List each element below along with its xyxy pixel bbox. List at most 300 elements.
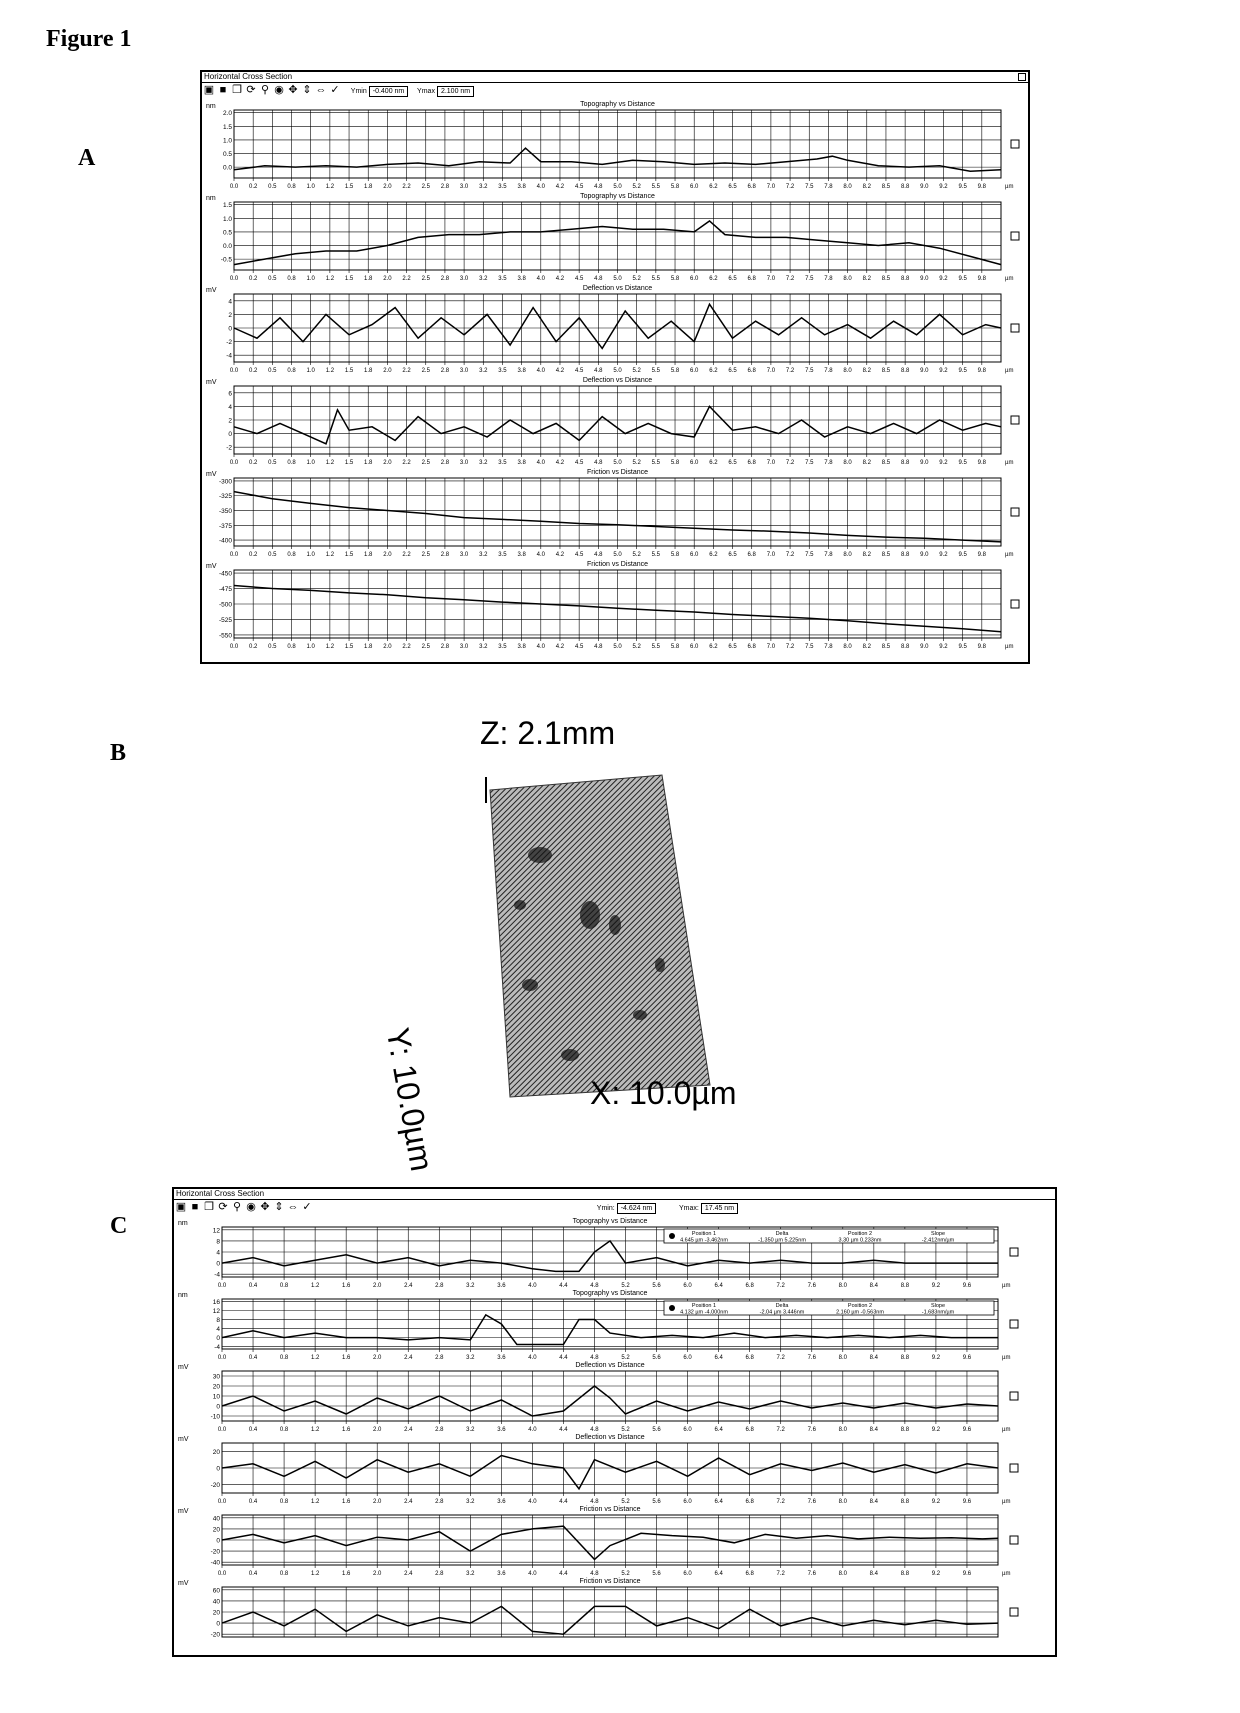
x-tick-label: 9.2 [939, 276, 948, 282]
z-axis-label: Z: 2.1mm [480, 715, 616, 751]
x-tick-label: 2.5 [421, 460, 430, 466]
y-tick-label: 40 [212, 1598, 220, 1606]
x-tick-label: 5.2 [621, 1283, 630, 1289]
y-tick-label: 1.0 [222, 137, 232, 145]
x-tick-label: 6.2 [709, 644, 718, 650]
x-tick-label: 4.8 [590, 1355, 599, 1361]
x-tick-label: 6.2 [709, 184, 718, 190]
x-tick-label: 6.4 [714, 1499, 723, 1505]
y-unit-label: nm [178, 1220, 188, 1227]
x-tick-label: 9.5 [958, 368, 967, 374]
readout-value: -1.683nm/µm [921, 1309, 955, 1316]
x-tick-label: 1.8 [364, 368, 373, 374]
x-tick-label: 7.5 [805, 276, 814, 282]
x-tick-label: 5.0 [613, 552, 622, 558]
x-tick-label: 8.8 [900, 644, 910, 650]
x-tick-label: 8.8 [900, 1355, 910, 1361]
x-tick-label: 5.2 [621, 1499, 630, 1505]
series-toggle-box [1010, 1464, 1018, 1472]
x-tick-label: 9.8 [977, 644, 986, 650]
x-tick-label: 4.8 [590, 1427, 599, 1433]
x-tick-label: 5.8 [670, 644, 680, 650]
x-tick-label: 8.0 [843, 276, 852, 282]
x-tick-label: 0.5 [268, 552, 277, 558]
x-tick-label: 1.2 [310, 1355, 320, 1361]
x-tick-label: 3.0 [459, 552, 469, 558]
ymin-input[interactable]: -4.624 nm [617, 1203, 657, 1214]
x-tick-label: 8.8 [900, 1571, 910, 1577]
y-tick-label: -4 [214, 1271, 220, 1279]
x-tick-label: 6.0 [690, 276, 699, 282]
ymin-input[interactable]: -0.400 nm [369, 86, 409, 97]
y-tick-label: 10 [212, 1393, 220, 1401]
x-tick-label: 7.2 [776, 1283, 785, 1289]
vertical-cursor-icon[interactable]: ⇕ [274, 1201, 284, 1213]
x-tick-label: 2.0 [373, 1283, 382, 1289]
series-toggle-box [1010, 1248, 1018, 1256]
x-tick-label: 2.2 [402, 368, 411, 374]
x-tick-label: 1.2 [310, 1283, 320, 1289]
open-icon[interactable]: ▣ [175, 1201, 187, 1213]
y-tick-label: -475 [218, 586, 232, 594]
y-tick-label: -10 [210, 1413, 220, 1421]
x-tick-label: 2.0 [383, 644, 392, 650]
x-unit-label: µm [1005, 460, 1014, 466]
panel-a-window [200, 70, 1030, 664]
x-tick-label: 0.8 [279, 1427, 289, 1433]
series-toggle-box [1011, 416, 1019, 424]
x-tick-label: 4.8 [590, 1499, 599, 1505]
x-tick-label: 0.0 [217, 1499, 227, 1505]
x-tick-label: 2.0 [383, 276, 392, 282]
y-tick-label: 0.5 [222, 151, 232, 159]
x-tick-label: 8.0 [843, 552, 852, 558]
y-tick-label: 4 [216, 1326, 220, 1334]
x-tick-label: 1.0 [306, 460, 315, 466]
x-tick-label: 5.5 [651, 276, 661, 282]
x-tick-label: 9.0 [920, 184, 929, 190]
x-tick-label: 3.0 [459, 276, 469, 282]
ymin-label: Ymin [350, 88, 367, 95]
x-tick-label: 1.5 [344, 460, 354, 466]
x-tick-label: 3.2 [466, 1571, 475, 1577]
panel-a-toolbar [202, 83, 1028, 97]
y-tick-label: 20 [212, 1526, 220, 1534]
x-tick-label: 2.5 [421, 276, 430, 282]
x-tick-label: 3.6 [497, 1283, 506, 1289]
x-tick-label: 1.5 [344, 276, 354, 282]
x-tick-label: 6.8 [745, 1571, 754, 1577]
y-tick-label: 0 [216, 1403, 220, 1411]
x-tick-label: 8.0 [843, 368, 852, 374]
readout-value: 3.30 µm 0.233nm [838, 1237, 882, 1244]
x-tick-label: 1.2 [310, 1499, 320, 1505]
x-tick-label: 7.2 [776, 1571, 785, 1577]
x-tick-label: 0.0 [229, 276, 239, 282]
x-tick-label: 3.2 [479, 276, 488, 282]
x-tick-label: 2.8 [440, 368, 450, 374]
horizontal-cursor-icon[interactable]: ⇔ [287, 1201, 299, 1213]
readout-header: Position 2 [847, 1303, 873, 1309]
x-tick-label: 9.6 [962, 1571, 972, 1577]
x-tick-label: 5.6 [652, 1355, 661, 1361]
readout-value: 2.160 µm -0.563nm [836, 1309, 884, 1316]
x-tick-label: 4.8 [590, 1571, 599, 1577]
x-tick-label: 2.0 [383, 552, 392, 558]
x-tick-label: 6.5 [728, 644, 737, 650]
x-tick-label: 7.2 [785, 368, 795, 374]
x-tick-label: 9.2 [939, 552, 948, 558]
y-tick-label: -20 [210, 1631, 220, 1639]
readout-header: Position 2 [847, 1231, 873, 1237]
y-tick-label: 16 [212, 1298, 220, 1306]
x-tick-label: 9.0 [920, 368, 929, 374]
y-tick-label: -375 [218, 522, 232, 530]
y-tick-label: -2 [226, 444, 232, 452]
chart-4 [206, 377, 1019, 466]
x-tick-label: 6.5 [728, 184, 737, 190]
x-tick-label: 2.2 [402, 552, 411, 558]
y-tick-label: 4 [228, 403, 232, 411]
vertical-cursor-icon[interactable]: ⇕ [302, 84, 312, 96]
y-tick-label: 8 [216, 1238, 220, 1246]
x-tick-label: 8.5 [881, 644, 891, 650]
x-tick-label: 6.8 [747, 552, 756, 558]
x-tick-label: 0.4 [248, 1427, 258, 1433]
series-toggle-box [1010, 1536, 1018, 1544]
x-tick-label: 1.8 [364, 460, 373, 466]
x-tick-label: 3.5 [498, 460, 507, 466]
x-tick-label: 6.5 [728, 276, 737, 282]
x-tick-label: 0.0 [229, 460, 239, 466]
x-tick-label: 4.2 [555, 276, 565, 282]
x-tick-label: 7.8 [824, 552, 833, 558]
x-tick-label: 7.8 [824, 184, 833, 190]
ymax-input[interactable]: 2.100 nm [437, 86, 474, 97]
panel-c-window [172, 1187, 1057, 1657]
x-tick-label: 2.4 [404, 1499, 413, 1505]
x-tick-label: 0.8 [287, 184, 296, 190]
save-icon[interactable]: ■ [191, 1201, 199, 1213]
chart-title: Topography vs Distance [580, 101, 655, 108]
panel-b-surface-view [379, 715, 740, 1174]
x-tick-label: 4.4 [559, 1499, 568, 1505]
series-toggle-box [1011, 232, 1019, 240]
horizontal-cursor-icon[interactable]: ⇔ [315, 84, 327, 96]
x-tick-label: 8.5 [881, 184, 891, 190]
x-tick-label: 4.5 [574, 460, 584, 466]
open-icon[interactable]: ▣ [203, 84, 215, 96]
x-tick-label: 3.2 [466, 1427, 475, 1433]
close-icon[interactable] [1018, 73, 1026, 81]
x-tick-label: 9.5 [958, 552, 967, 558]
y-tick-label: 12 [212, 1307, 220, 1315]
x-tick-label: 7.6 [807, 1355, 816, 1361]
x-tick-label: 1.5 [344, 552, 354, 558]
zoom-icon[interactable]: ⚲ [260, 84, 270, 96]
chart-2 [206, 193, 1019, 282]
x-tick-label: 4.2 [555, 460, 565, 466]
y-tick-label: 1.5 [222, 123, 232, 131]
x-tick-label: 7.2 [776, 1427, 785, 1433]
ymax-label: Ymax [417, 88, 435, 95]
x-tick-label: 8.8 [900, 276, 910, 282]
chart-title: Topography vs Distance [580, 193, 655, 200]
surface-polygon [490, 775, 710, 1097]
y-tick-label: -350 [218, 508, 232, 516]
x-tick-label: 6.8 [747, 276, 756, 282]
x-tick-label: 3.2 [479, 460, 488, 466]
y-tick-label: 4 [228, 298, 232, 306]
y-tick-label: 0 [216, 1537, 220, 1545]
series-toggle-box [1011, 324, 1019, 332]
x-tick-label: 3.2 [466, 1283, 475, 1289]
x-tick-label: 9.0 [920, 644, 929, 650]
x-tick-label: 2.0 [373, 1427, 382, 1433]
x-tick-label: 7.2 [785, 276, 795, 282]
x-tick-label: 0.5 [268, 644, 277, 650]
y-tick-label: 0 [228, 431, 232, 439]
x-tick-label: 3.6 [497, 1499, 506, 1505]
x-unit-label: µm [1002, 1427, 1011, 1433]
x-tick-label: 2.4 [404, 1355, 413, 1361]
series-toggle-box [1011, 140, 1019, 148]
x-tick-label: 2.8 [435, 1499, 444, 1505]
x-tick-label: 5.6 [652, 1283, 661, 1289]
x-tick-label: 7.8 [824, 368, 833, 374]
move-icon[interactable]: ✥ [260, 1201, 270, 1213]
y-unit-label: mV [206, 471, 217, 478]
x-tick-label: 9.8 [977, 552, 986, 558]
x-tick-label: 4.4 [559, 1571, 568, 1577]
x-tick-label: 5.6 [652, 1427, 661, 1433]
x-tick-label: 1.6 [341, 1427, 351, 1433]
panel-c-window-title: Horizontal Cross Section [174, 1189, 1055, 1200]
x-unit-label: µm [1005, 184, 1014, 190]
rotate-icon[interactable]: ⟳ [218, 1201, 228, 1213]
x-tick-label: 3.8 [517, 552, 526, 558]
x-tick-label: 9.0 [920, 460, 929, 466]
y-tick-label: 60 [212, 1587, 220, 1595]
copy-icon[interactable]: ❐ [204, 1201, 214, 1213]
x-unit-label: µm [1002, 1283, 1011, 1289]
x-tick-label: 2.0 [373, 1355, 382, 1361]
x-tick-label: 8.4 [869, 1571, 879, 1577]
x-tick-label: 8.2 [862, 460, 871, 466]
series-toggle-box [1010, 1320, 1018, 1328]
x-tick-label: 0.8 [279, 1355, 289, 1361]
y-unit-label: nm [206, 103, 216, 110]
x-tick-label: 9.6 [962, 1499, 972, 1505]
x-tick-label: 1.2 [310, 1427, 320, 1433]
x-tick-label: 5.5 [651, 552, 661, 558]
x-tick-label: 1.5 [344, 184, 354, 190]
readout-header: Delta [775, 1303, 789, 1309]
x-tick-label: 9.5 [958, 460, 967, 466]
x-tick-label: 1.0 [306, 368, 315, 374]
y-tick-label: 0 [216, 1335, 220, 1343]
x-tick-label: 0.2 [249, 276, 258, 282]
x-tick-label: 4.0 [536, 276, 545, 282]
x-tick-label: 4.8 [590, 1283, 599, 1289]
x-tick-label: 0.8 [287, 460, 296, 466]
x-unit-label: µm [1005, 552, 1014, 558]
y-tick-label: 6 [228, 390, 232, 398]
x-tick-label: 6.0 [690, 368, 699, 374]
readout-header: Slope [930, 1231, 946, 1237]
x-tick-label: 7.2 [785, 184, 795, 190]
fit-icon[interactable]: ◉ [274, 84, 284, 96]
x-tick-label: 6.8 [745, 1355, 754, 1361]
x-tick-label: 8.2 [862, 368, 871, 374]
copy-icon[interactable]: ❐ [232, 84, 242, 96]
x-tick-label: 8.0 [843, 644, 852, 650]
save-icon[interactable]: ■ [219, 84, 227, 96]
x-tick-label: 4.8 [594, 184, 603, 190]
y-tick-label: 0.0 [222, 164, 232, 172]
y-tick-label: 1.5 [222, 202, 232, 210]
chart-5 [206, 469, 1019, 558]
y-tick-label: -525 [218, 616, 232, 624]
x-tick-label: 3.5 [498, 276, 507, 282]
x-tick-label: 0.8 [287, 552, 296, 558]
x-tick-label: 6.8 [747, 460, 756, 466]
cursor-icon [669, 1233, 675, 1239]
x-tick-label: 1.0 [306, 276, 315, 282]
x-tick-label: 2.4 [404, 1283, 413, 1289]
chart-title: Deflection vs Distance [575, 1362, 645, 1369]
x-unit-label: µm [1002, 1499, 1011, 1505]
x-tick-label: 7.6 [807, 1499, 816, 1505]
panel-label-a: A [78, 145, 96, 171]
x-tick-label: 1.2 [325, 276, 335, 282]
x-tick-label: 9.5 [958, 276, 967, 282]
x-tick-label: 9.8 [977, 460, 986, 466]
y-tick-label: 30 [212, 1373, 220, 1381]
x-tick-label: 4.0 [528, 1571, 537, 1577]
move-icon[interactable]: ✥ [288, 84, 298, 96]
x-tick-label: 6.0 [683, 1571, 692, 1577]
y-tick-label: -400 [218, 537, 232, 545]
chart-title: Deflection vs Distance [575, 1434, 645, 1441]
x-tick-label: 4.8 [594, 552, 603, 558]
x-tick-label: 2.8 [440, 184, 450, 190]
x-tick-label: 6.8 [747, 184, 756, 190]
x-tick-label: 7.6 [807, 1571, 816, 1577]
panel-c-toolbar [174, 1200, 1055, 1214]
x-tick-label: 0.5 [268, 276, 277, 282]
x-tick-label: 3.0 [459, 184, 469, 190]
series-toggle-box [1010, 1392, 1018, 1400]
x-tick-label: 2.4 [404, 1427, 413, 1433]
readout-value: -2.412nm/µm [921, 1237, 955, 1244]
x-tick-label: 4.0 [536, 368, 545, 374]
x-tick-label: 5.2 [621, 1571, 630, 1577]
y-tick-label: -450 [218, 570, 232, 578]
zoom-icon[interactable]: ⚲ [232, 1201, 242, 1213]
x-tick-label: 3.6 [497, 1427, 506, 1433]
x-tick-label: 0.8 [287, 276, 296, 282]
x-tick-label: 6.0 [683, 1499, 692, 1505]
readout-header: Slope [930, 1303, 946, 1309]
x-tick-label: 1.0 [306, 552, 315, 558]
x-tick-label: 1.2 [325, 552, 335, 558]
x-tick-label: 5.2 [632, 460, 641, 466]
chart-6 [178, 1578, 1018, 1639]
y-axis-label: Y: 10.0µm [379, 1025, 441, 1174]
x-tick-label: 1.6 [341, 1283, 351, 1289]
readout-header: Position 1 [691, 1303, 717, 1309]
x-tick-label: 8.0 [838, 1427, 847, 1433]
y-unit-label: mV [206, 563, 217, 570]
x-tick-label: 2.2 [402, 276, 411, 282]
x-tick-label: 5.0 [613, 276, 622, 282]
x-tick-label: 6.4 [714, 1355, 723, 1361]
y-unit-label: mV [178, 1364, 189, 1371]
ymin-label: Ymin: [596, 1205, 615, 1212]
x-tick-label: 9.8 [977, 368, 986, 374]
x-tick-label: 6.4 [714, 1571, 723, 1577]
x-tick-label: 1.2 [325, 644, 335, 650]
x-tick-label: 5.5 [651, 460, 661, 466]
x-tick-label: 5.0 [613, 184, 622, 190]
surface-plot [440, 735, 740, 1125]
y-unit-label: mV [206, 287, 217, 294]
x-tick-label: 4.0 [528, 1283, 537, 1289]
x-tick-label: 1.2 [310, 1571, 320, 1577]
x-tick-label: 8.0 [843, 460, 852, 466]
check-icon[interactable]: ✓ [330, 84, 340, 96]
ymax-input[interactable]: 17.45 nm [701, 1203, 738, 1214]
x-tick-label: 0.0 [229, 644, 239, 650]
x-tick-label: 0.2 [249, 368, 258, 374]
panel-label-b: B [110, 740, 127, 766]
x-tick-label: 8.5 [881, 368, 891, 374]
x-tick-label: 4.0 [536, 552, 545, 558]
x-tick-label: 0.0 [217, 1427, 227, 1433]
check-icon[interactable]: ✓ [302, 1201, 312, 1213]
fit-icon[interactable]: ◉ [246, 1201, 256, 1213]
x-tick-label: 0.0 [229, 368, 239, 374]
x-tick-label: 6.2 [709, 276, 718, 282]
y-tick-label: -4 [214, 1344, 220, 1352]
x-tick-label: 5.2 [621, 1355, 630, 1361]
x-tick-label: 3.2 [466, 1355, 475, 1361]
panel-a-charts [202, 98, 1024, 658]
x-tick-label: 3.8 [517, 460, 526, 466]
x-tick-label: 0.5 [268, 184, 277, 190]
x-tick-label: 0.8 [287, 644, 296, 650]
x-tick-label: 1.5 [344, 644, 354, 650]
y-unit-label: nm [206, 195, 216, 202]
x-tick-label: 9.0 [920, 552, 929, 558]
x-tick-label: 2.2 [402, 460, 411, 466]
x-tick-label: 5.2 [632, 644, 641, 650]
x-tick-label: 4.8 [594, 368, 603, 374]
x-tick-label: 8.8 [900, 1499, 910, 1505]
x-tick-label: 5.5 [651, 368, 661, 374]
rotate-icon[interactable]: ⟳ [246, 84, 256, 96]
x-tick-label: 2.8 [440, 552, 450, 558]
y-tick-label: -20 [210, 1482, 220, 1490]
x-tick-label: 0.8 [279, 1283, 289, 1289]
panel-c-charts [174, 1215, 1051, 1651]
x-tick-label: 0.0 [217, 1283, 227, 1289]
x-tick-label: 0.2 [249, 460, 258, 466]
x-tick-label: 6.5 [728, 460, 737, 466]
x-tick-label: 0.4 [248, 1499, 258, 1505]
cursor-readout-2 [664, 1301, 994, 1316]
